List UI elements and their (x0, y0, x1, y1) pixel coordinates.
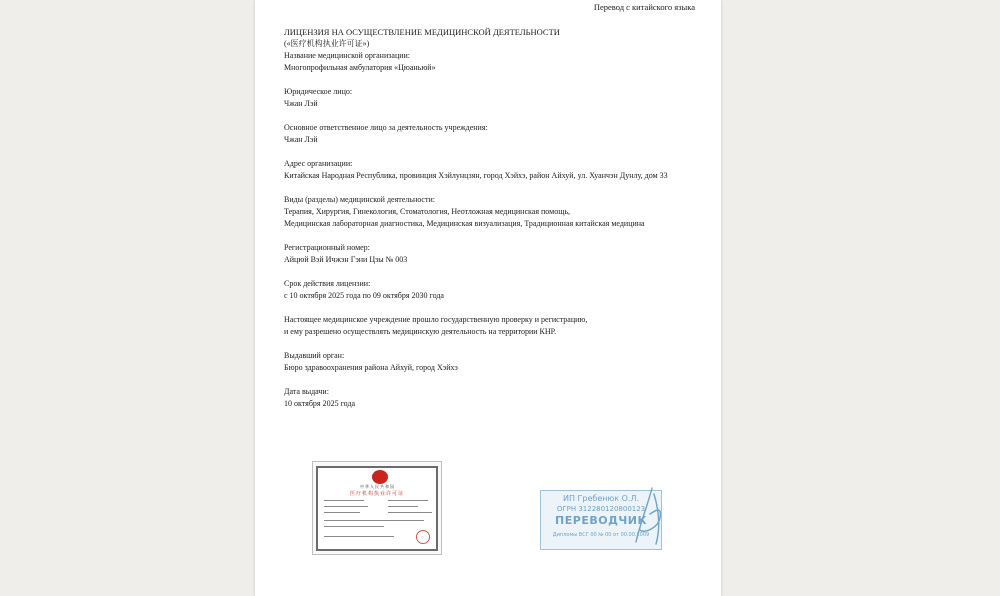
section-value: Чжан Лэй (284, 135, 318, 144)
section-3 (284, 158, 704, 182)
translation-note: Перевод с китайского языка (593, 2, 695, 12)
license-seal-icon (416, 530, 430, 544)
section-label: Регистрационный номер: (284, 243, 370, 252)
license-header-line: 中 华 人 民 共 和 国 (360, 484, 394, 489)
section-6 (284, 278, 704, 302)
section-value: Терапия, Хирургия, Гинекология, Стоматология, Неотложная медицинская помощь, (284, 207, 570, 216)
section-value: 10 октября 2025 года (284, 399, 356, 408)
section-value: и ему разрешено осуществлять медицинскую деятельность на территории КНР. (284, 327, 557, 336)
section-value: Айцюй Вэй Ичжэн Гэни Цзы № 003 (284, 255, 408, 264)
section-2 (284, 122, 704, 146)
signature-icon (630, 484, 670, 548)
license-image (312, 461, 442, 555)
license-title: 医疗机构执业许可证 (349, 492, 404, 497)
section-value: Настоящее медицинское учреждение прошло государственную проверку и регистрацию, (284, 315, 588, 324)
section-5 (284, 242, 704, 266)
stamp-line-2: ОГРН 312280120800123 (556, 505, 646, 513)
section-value: Чжан Лэй (284, 99, 318, 108)
section-9 (284, 386, 704, 410)
section-value: Бюро здравоохранения района Айхуй, город Хэйхэ (284, 363, 458, 372)
section-label: Адрес организации: (284, 159, 353, 168)
section-7 (284, 314, 704, 338)
section-label: Название медицинской организации: (284, 51, 411, 60)
section-1 (284, 86, 704, 110)
section-value: Медицинская лабораторная диагностика, Медицинская визуализация, Традиционная китайская медицина (284, 219, 645, 228)
stamp-line-4: Дипломы ВСГ 00 № 00 от 00.00.2009 (552, 532, 650, 538)
section-value: Китайская Народная Республика, провинция Хэйлунцзян, город Хэйхэ, район Айхуй, ул. Хуанчэн Дунлу, дом 33 (284, 171, 668, 180)
document-page (255, 0, 721, 596)
section-label: Юридическое лицо: (284, 87, 353, 96)
license-frame (316, 466, 438, 551)
section-value: с 10 октября 2025 года по 09 октября 2030 года (284, 291, 444, 300)
section-value: Многопрофильная амбулатория «Цюаньюй» (284, 63, 436, 72)
section-8 (284, 350, 704, 374)
section-label: Срок действия лицензии: (284, 279, 371, 288)
section-label: Основное ответственное лицо за деятельность учреждения: (284, 123, 488, 132)
document-subtitle: («医疗机构执业许可证») (284, 39, 370, 48)
stamp-line-3: ПЕРЕВОДЧИК (555, 514, 647, 527)
national-emblem-icon (372, 470, 388, 484)
section-0 (284, 50, 704, 74)
section-label: Виды (разделы) медицинской деятельности: (284, 195, 435, 204)
section-label: Выдавший орган: (284, 351, 345, 360)
section-4 (284, 194, 704, 230)
stamp-line-1: ИП Гребенюк О.Л. (562, 494, 639, 503)
title-block (284, 26, 704, 50)
document-title: ЛИЦЕНЗИЯ НА ОСУЩЕСТВЛЕНИЕ МЕДИЦИНСКОЙ ДЕЯТЕЛЬНОСТИ (284, 27, 560, 37)
document-content (284, 26, 704, 410)
section-label: Дата выдачи: (284, 387, 329, 396)
